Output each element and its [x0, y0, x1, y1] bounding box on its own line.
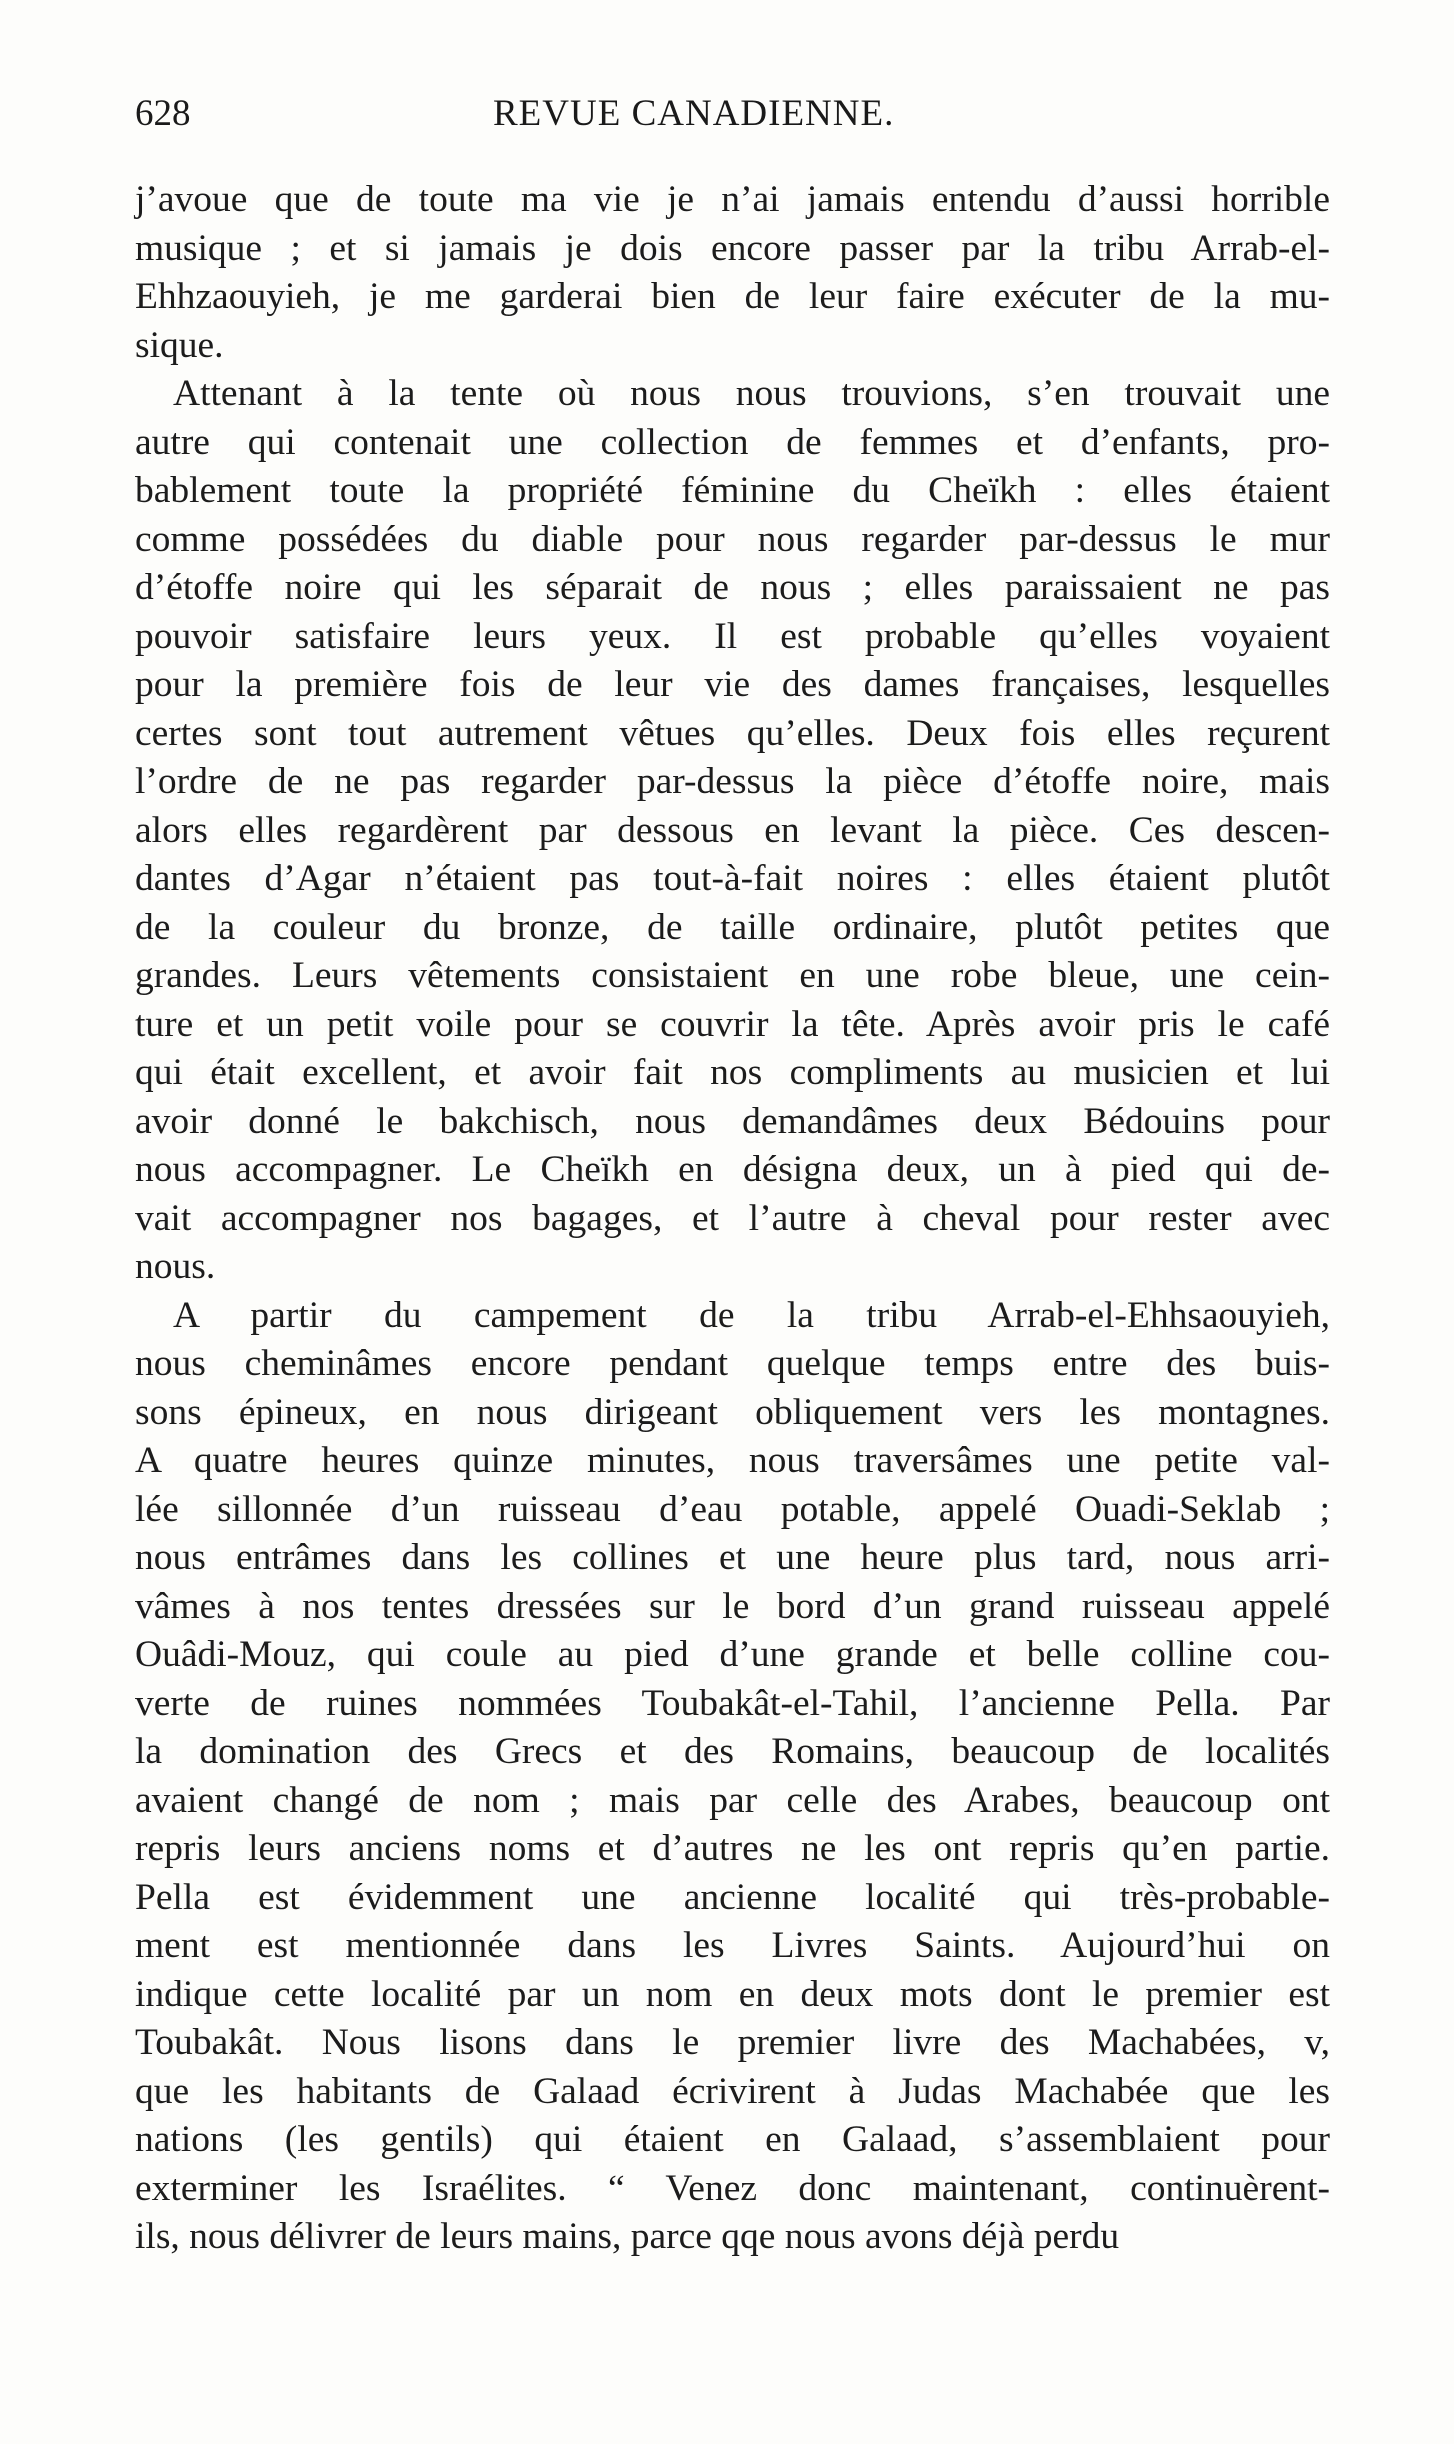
- text-line: j’avoue que de toute ma vie je n’ai jamais entendu d’aussi horrible: [135, 179, 1330, 220]
- text-line: avoir donné le bakchisch, nous demandâmes deux Bédouins pour: [135, 1100, 1330, 1142]
- text-line: que les habitants de Galaad écrivirent à Judas Machabée que les: [135, 2070, 1330, 2112]
- text-line: indique cette localité par un nom en deux mots dont le premier est: [135, 1973, 1330, 2015]
- text-line: ment est mentionnée dans les Livres Saints. Aujourd’hui on: [135, 1925, 1330, 1966]
- text-line: vait accompagner nos bagages, et l’autre à cheval pour rester avec: [135, 1197, 1330, 1239]
- text-line: dantes d’Agar n’étaient pas tout-à-fait noires : elles étaient plutôt: [135, 858, 1330, 899]
- text-line: verte de ruines nommées Toubakât-el-Tahil, l’ancienne Pella. Par: [135, 1682, 1330, 1724]
- text-line: qui était excellent, et avoir fait nos compliments au musicien et lui: [135, 1052, 1330, 1093]
- text-line: comme possédées du diable pour nous regarder par-dessus le mur: [135, 518, 1330, 560]
- text-line: ils, nous délivrer de leurs mains, parce qqe nous avons déjà perdu: [135, 2216, 1120, 2257]
- text-line: de la couleur du bronze, de taille ordinaire, plutôt petites que: [135, 906, 1330, 948]
- body-text: [135, 176, 1330, 2262]
- paragraph: [135, 370, 1330, 1292]
- text-line: certes sont tout autrement vêtues qu’elles. Deux fois elles reçurent: [135, 712, 1330, 754]
- text-line: nous cheminâmes encore pendant quelque temps entre des buis-: [135, 1343, 1330, 1384]
- page-number: 628: [135, 93, 191, 134]
- text-line: Toubakât. Nous lisons dans le premier livre des Machabées, v,: [135, 2022, 1330, 2063]
- text-line: vâmes à nos tentes dressées sur le bord d’un grand ruisseau appelé: [135, 1585, 1330, 1627]
- text-line: l’ordre de ne pas regarder par-dessus la pièce d’étoffe noire, mais: [135, 761, 1330, 802]
- text-line: avaient changé de nom ; mais par celle des Arabes, beaucoup ont: [135, 1779, 1330, 1821]
- text-line: pouvoir satisfaire leurs yeux. Il est probable qu’elles voyaient: [135, 615, 1330, 657]
- text-line: nous accompagner. Le Cheïkh en désigna deux, un à pied qui de-: [135, 1149, 1330, 1190]
- text-line: grandes. Leurs vêtements consistaient en une robe bleue, une cein-: [135, 955, 1330, 996]
- text-line: sique.: [135, 324, 224, 366]
- paragraph: [135, 176, 1330, 370]
- text-line: A partir du campement de la tribu Arrab-el-Ehhsaouyieh,: [173, 1294, 1330, 1336]
- text-line: A quatre heures quinze minutes, nous traversâmes une petite val-: [135, 1440, 1330, 1481]
- text-line: alors elles regardèrent par dessous en levant la pièce. Ces descen-: [135, 809, 1330, 851]
- text-line: sons épineux, en nous dirigeant obliquement vers les montagnes.: [135, 1391, 1330, 1433]
- text-line: d’étoffe noire qui les séparait de nous ; elles paraissaient ne pas: [135, 567, 1330, 608]
- text-line: Pella est évidemment une ancienne localité qui très-probable-: [135, 1876, 1330, 1918]
- text-line: nous.: [135, 1246, 216, 1287]
- text-line: repris leurs anciens noms et d’autres ne les ont repris qu’en partie.: [135, 1828, 1330, 1869]
- text-line: nous entrâmes dans les collines et une heure plus tard, nous arri-: [135, 1537, 1330, 1578]
- text-line: Ouâdi-Mouz, qui coule au pied d’une grande et belle colline cou-: [135, 1634, 1330, 1675]
- text-line: la domination des Grecs et des Romains, beaucoup de localités: [135, 1731, 1330, 1772]
- text-line: nations (les gentils) qui étaient en Galaad, s’assemblaient pour: [135, 2119, 1330, 2160]
- text-line: Attenant à la tente où nous nous trouvions, s’en trouvait une: [173, 373, 1330, 414]
- text-line: musique ; et si jamais je dois encore passer par la tribu Arrab-el-: [135, 227, 1330, 269]
- text-line: autre qui contenait une collection de femmes et d’enfants, pro-: [135, 421, 1330, 463]
- text-line: exterminer les Israélites. “ Venez donc maintenant, continuèrent-: [135, 2167, 1330, 2209]
- text-line: Ehhzaouyieh, je me garderai bien de leur faire exécuter de la mu-: [135, 276, 1330, 317]
- text-line: bablement toute la propriété féminine du Cheïkh : elles étaient: [135, 470, 1330, 511]
- text-line: pour la première fois de leur vie des dames françaises, lesquelles: [135, 664, 1330, 705]
- journal-title: REVUE CANADIENNE.: [493, 93, 895, 134]
- running-head: [135, 92, 1330, 142]
- text-line: lée sillonnée d’un ruisseau d’eau potable, appelé Ouadi-Seklab ;: [135, 1488, 1330, 1530]
- text-line: ture et un petit voile pour se couvrir la tête. Après avoir pris le café: [135, 1003, 1330, 1045]
- paragraph: [135, 1292, 1330, 2262]
